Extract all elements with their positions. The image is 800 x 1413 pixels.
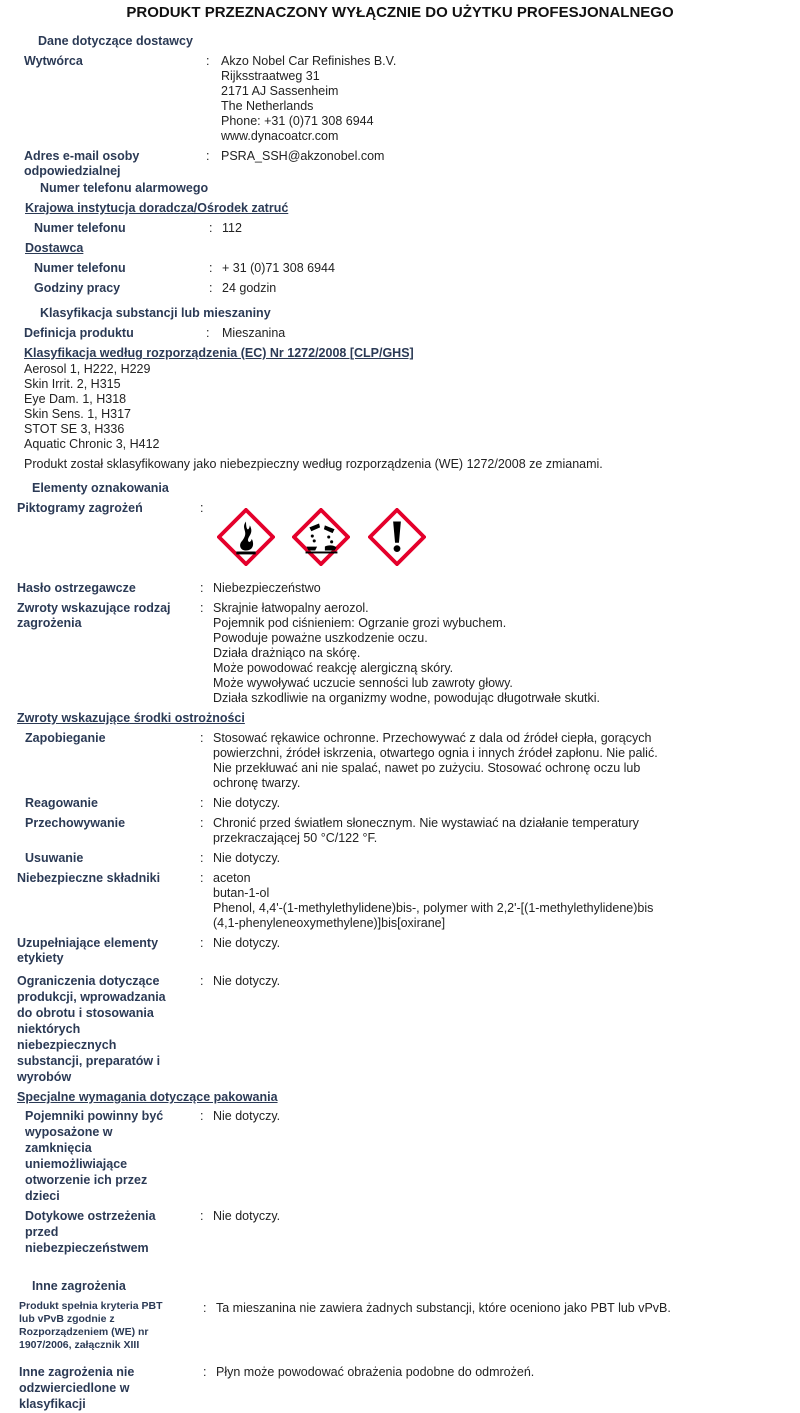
hazard-statement: Skrajnie łatwopalny aerozol. xyxy=(213,601,369,615)
clp-note: Produkt został sklasyfikowany jako niebezpieczny według rozporządzenia (WE) 1272/2008 ze zmianami. xyxy=(24,457,603,471)
response-label: Reagowanie xyxy=(25,796,98,810)
closures-label: Pojemniki powinny być xyxy=(25,1109,164,1123)
colon: : xyxy=(200,1209,204,1223)
closures-label: wyposażone w xyxy=(25,1125,113,1139)
manufacturer-line: 2171 AJ Sassenheim xyxy=(221,84,339,98)
colon: : xyxy=(206,149,210,163)
classification-section-heading: Klasyfikacja substancji lub mieszaniny xyxy=(40,306,271,320)
closures-label: otworzenie ich przez xyxy=(25,1173,148,1187)
response-value: Nie dotyczy. xyxy=(213,796,281,810)
colon: : xyxy=(209,261,213,275)
restrictions-label: substancji, preparatów i xyxy=(17,1054,161,1068)
restrictions-value: Nie dotyczy. xyxy=(213,974,281,988)
colon: : xyxy=(200,581,204,595)
corrosion-pictogram xyxy=(292,508,350,566)
tactile-warning-label: niebezpieczeństwem xyxy=(25,1241,149,1255)
other-hazards-label: klasyfikacji xyxy=(19,1397,86,1411)
supplier-heading: Dostawca xyxy=(25,241,84,255)
supplemental-label: etykiety xyxy=(17,951,64,965)
prevention-line: ochronę twarzy. xyxy=(213,776,301,790)
supplier-section-heading: Dane dotyczące dostawcy xyxy=(38,34,193,48)
colon: : xyxy=(200,601,204,615)
hazardous-ingredients-label: Niebezpieczne składniki xyxy=(17,871,161,885)
ingredient: aceton xyxy=(213,871,251,885)
hazard-statement: Działa szkodliwie na organizmy wodne, powodując długotrwałe skutki. xyxy=(213,691,600,705)
poison-phone-value: 112 xyxy=(222,221,242,235)
colon: : xyxy=(200,1109,204,1123)
signal-word-label: Hasło ostrzegawcze xyxy=(17,581,136,595)
hazard-statement: Może powodować reakcję alergiczną skóry. xyxy=(213,661,454,675)
prevention-line: Nie przekłuwać ani nie spalać, nawet po zużyciu. Stosować ochronę oczu lub xyxy=(213,761,641,775)
closures-label: zamknięcia xyxy=(25,1141,92,1155)
storage-line: Chronić przed światłem słonecznym. Nie wystawiać na działanie temperatury xyxy=(213,816,639,830)
manufacturer-label: Wytwórca xyxy=(24,54,83,68)
colon: : xyxy=(209,221,213,235)
document-title: PRODUKT PRZEZNACZONY WYŁĄCZNIE DO UŻYTKU PROFESJONALNEGO xyxy=(126,4,674,21)
supplemental-label: Uzupełniające elementy xyxy=(17,936,159,950)
colon: : xyxy=(203,1365,207,1379)
other-hazards-value: Płyn może powodować obrażenia podobne do odmrożeń. xyxy=(216,1365,535,1379)
tactile-warning-label: Dotykowe ostrzeżenia xyxy=(25,1209,156,1223)
supplier-phone-value: + 31 (0)71 308 6944 xyxy=(222,261,335,275)
other-hazards-heading: Inne zagrożenia xyxy=(32,1279,126,1293)
colon: : xyxy=(200,501,204,515)
storage-line: przekraczającej 50 °C/122 °F. xyxy=(213,831,378,845)
email-label: odpowiedzialnej xyxy=(24,164,121,178)
exclamation-pictogram xyxy=(368,508,426,566)
tactile-warning-value: Nie dotyczy. xyxy=(213,1209,281,1223)
closures-label: dzieci xyxy=(25,1189,60,1203)
packaging-heading: Specjalne wymagania dotyczące pakowania xyxy=(17,1090,278,1104)
pbt-value: Ta mieszanina nie zawiera żadnych substancji, które oceniono jako PBT lub vPvB. xyxy=(216,1301,671,1315)
clp-line: Aquatic Chronic 3, H412 xyxy=(24,437,160,451)
colon: : xyxy=(200,816,204,830)
precautionary-heading: Zwroty wskazujące środki ostrożności xyxy=(17,711,245,725)
ingredient: Phenol, 4,4'-(1-methylethylidene)bis-, polymer with 2,2'-[(1-methylethylidene)bis xyxy=(213,901,654,915)
manufacturer-line: Akzo Nobel Car Refinishes B.V. xyxy=(221,54,397,68)
pictograms-label: Piktogramy zagrożeń xyxy=(17,501,143,515)
colon: : xyxy=(200,871,204,885)
email-label: Adres e-mail osoby xyxy=(24,149,140,163)
restrictions-label: niektórych xyxy=(17,1022,81,1036)
prevention-label: Zapobieganie xyxy=(25,731,106,745)
hazard-statement: Pojemnik pod ciśnieniem: Ogrzanie grozi wybuchem. xyxy=(213,616,507,630)
other-hazards-label: Inne zagrożenia nie xyxy=(19,1365,135,1379)
hazard-statements-label: Zwroty wskazujące rodzaj xyxy=(17,601,171,615)
emergency-section-heading: Numer telefonu alarmowego xyxy=(40,181,209,195)
product-definition-value: Mieszanina xyxy=(222,326,286,340)
pbt-label: Rozporządzeniem (WE) nr xyxy=(19,1326,149,1338)
restrictions-label: do obrotu i stosowania xyxy=(17,1006,154,1020)
manufacturer-website: www.dynacoatcr.com xyxy=(221,129,339,143)
supplier-phone-label: Numer telefonu xyxy=(34,261,126,275)
pbt-label: Produkt spełnia kryteria PBT xyxy=(19,1300,163,1312)
other-hazards-label: odzwierciedlone w xyxy=(19,1381,130,1395)
hazard-statement: Może wywoływać uczucie senności lub zawroty głowy. xyxy=(213,676,513,690)
colon: : xyxy=(203,1301,207,1315)
poison-center-heading: Krajowa instytucja doradcza/Ośrodek zatruć xyxy=(25,201,289,215)
closures-label: uniemożliwiające xyxy=(25,1157,128,1171)
colon: : xyxy=(200,974,204,988)
pbt-label: 1907/2006, załącznik XIII xyxy=(19,1339,140,1351)
colon: : xyxy=(206,54,210,68)
disposal-label: Usuwanie xyxy=(25,851,84,865)
prevention-line: powierzchni, źródeł iskrzenia, otwartego ognia i innych źródeł zapłonu. Nie palić. xyxy=(213,746,658,760)
ingredient: (4,1-phenyleneoxymethylene)]bis[oxirane] xyxy=(213,916,446,930)
hazard-statements-label: zagrożenia xyxy=(17,616,82,630)
clp-line: Eye Dam. 1, H318 xyxy=(24,392,127,406)
hazard-statement: Działa drażniąco na skórę. xyxy=(213,646,361,660)
restrictions-label: produkcji, wprowadzania xyxy=(17,990,166,1004)
manufacturer-line: Rijksstraatweg 31 xyxy=(221,69,320,83)
hours-label: Godziny pracy xyxy=(34,281,121,295)
clp-line: Skin Sens. 1, H317 xyxy=(24,407,132,421)
ingredient: butan-1-ol xyxy=(213,886,270,900)
tactile-warning-label: przed xyxy=(25,1225,59,1239)
colon: : xyxy=(200,936,204,950)
clp-heading: Klasyfikacja według rozporządzenia (EC) Nr 1272/2008 [CLP/GHS] xyxy=(24,346,414,360)
colon: : xyxy=(200,851,204,865)
prevention-line: Stosować rękawice ochronne. Przechowywać z dala od źródeł ciepła, gorących xyxy=(213,731,652,745)
product-definition-label: Definicja produktu xyxy=(24,326,134,340)
hours-value: 24 godzin xyxy=(222,281,277,295)
restrictions-label: wyrobów xyxy=(17,1070,72,1084)
pbt-label: lub vPvB zgodnie z xyxy=(19,1313,115,1325)
hazard-statement: Powoduje poważne uszkodzenie oczu. xyxy=(213,631,428,645)
email-value: PSRA_SSH@akzonobel.com xyxy=(221,149,385,163)
clp-line: STOT SE 3, H336 xyxy=(24,422,125,436)
manufacturer-line: The Netherlands xyxy=(221,99,314,113)
flame-pictogram xyxy=(217,508,275,566)
colon: : xyxy=(209,281,213,295)
storage-label: Przechowywanie xyxy=(25,816,126,830)
restrictions-label: niebezpiecznych xyxy=(17,1038,117,1052)
manufacturer-phone: Phone: +31 (0)71 308 6944 xyxy=(221,114,374,128)
closures-value: Nie dotyczy. xyxy=(213,1109,281,1123)
supplemental-value: Nie dotyczy. xyxy=(213,936,281,950)
colon: : xyxy=(200,731,204,745)
clp-line: Skin Irrit. 2, H315 xyxy=(24,377,121,391)
colon: : xyxy=(200,796,204,810)
label-elements-heading: Elementy oznakowania xyxy=(32,481,169,495)
signal-word-value: Niebezpieczeństwo xyxy=(213,581,321,595)
colon: : xyxy=(206,326,210,340)
restrictions-label: Ograniczenia dotyczące xyxy=(17,974,160,988)
poison-phone-label: Numer telefonu xyxy=(34,221,126,235)
disposal-value: Nie dotyczy. xyxy=(213,851,281,865)
clp-line: Aerosol 1, H222, H229 xyxy=(24,362,151,376)
